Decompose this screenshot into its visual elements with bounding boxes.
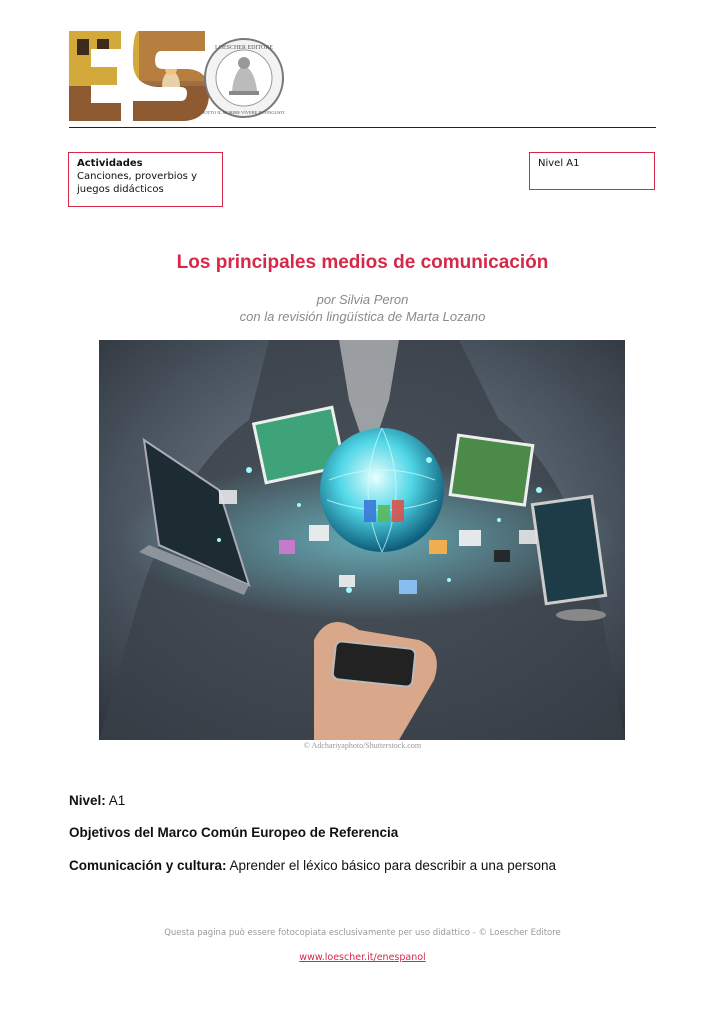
activity-line-1: Canciones, proverbios y <box>77 171 197 182</box>
nivel-line <box>69 793 125 808</box>
logo-graphic <box>69 31 285 121</box>
activity-box <box>68 152 223 207</box>
main-photo <box>99 340 625 740</box>
comunicacion-label: Comunicación y cultura: <box>69 858 227 873</box>
nivel-label: Nivel: <box>69 793 106 808</box>
seal-text-top: LOESCHER EDITORE <box>214 45 274 51</box>
nivel-value: A1 <box>108 793 126 808</box>
comunicacion-value: Aprender el léxico básico para describir a una persona <box>229 858 556 873</box>
comunicacion-line <box>69 858 556 873</box>
level-box <box>529 152 655 190</box>
objetivos-heading: Objetivos del Marco Común Europeo de Referencia <box>69 825 399 840</box>
seal-text-bottom: SOTTO IL MORIRE VIVERE BUONGUSTO <box>201 110 285 115</box>
page-title: Los principales medios de comunicación <box>176 252 549 273</box>
activity-title: Actividades <box>77 158 143 169</box>
footer-note: Questa pagina può essere fotocopiata esclusivamente per uso didattico - © Loescher Editore <box>164 928 561 938</box>
byline-review: con la revisión lingüística de Marta Lozano <box>239 309 486 324</box>
photo-credit: © Adchariyaphoto/Shutterstock.com <box>303 741 422 750</box>
activity-line-2: juegos didácticos <box>77 184 164 195</box>
byline-author: por Silvia Peron <box>316 292 409 307</box>
publisher-logo <box>69 31 285 121</box>
level-label: Nivel A1 <box>538 158 580 169</box>
media-illustration <box>99 340 625 740</box>
footer-link[interactable]: www.loescher.it/enespanol <box>299 952 426 963</box>
header-divider <box>69 127 656 128</box>
